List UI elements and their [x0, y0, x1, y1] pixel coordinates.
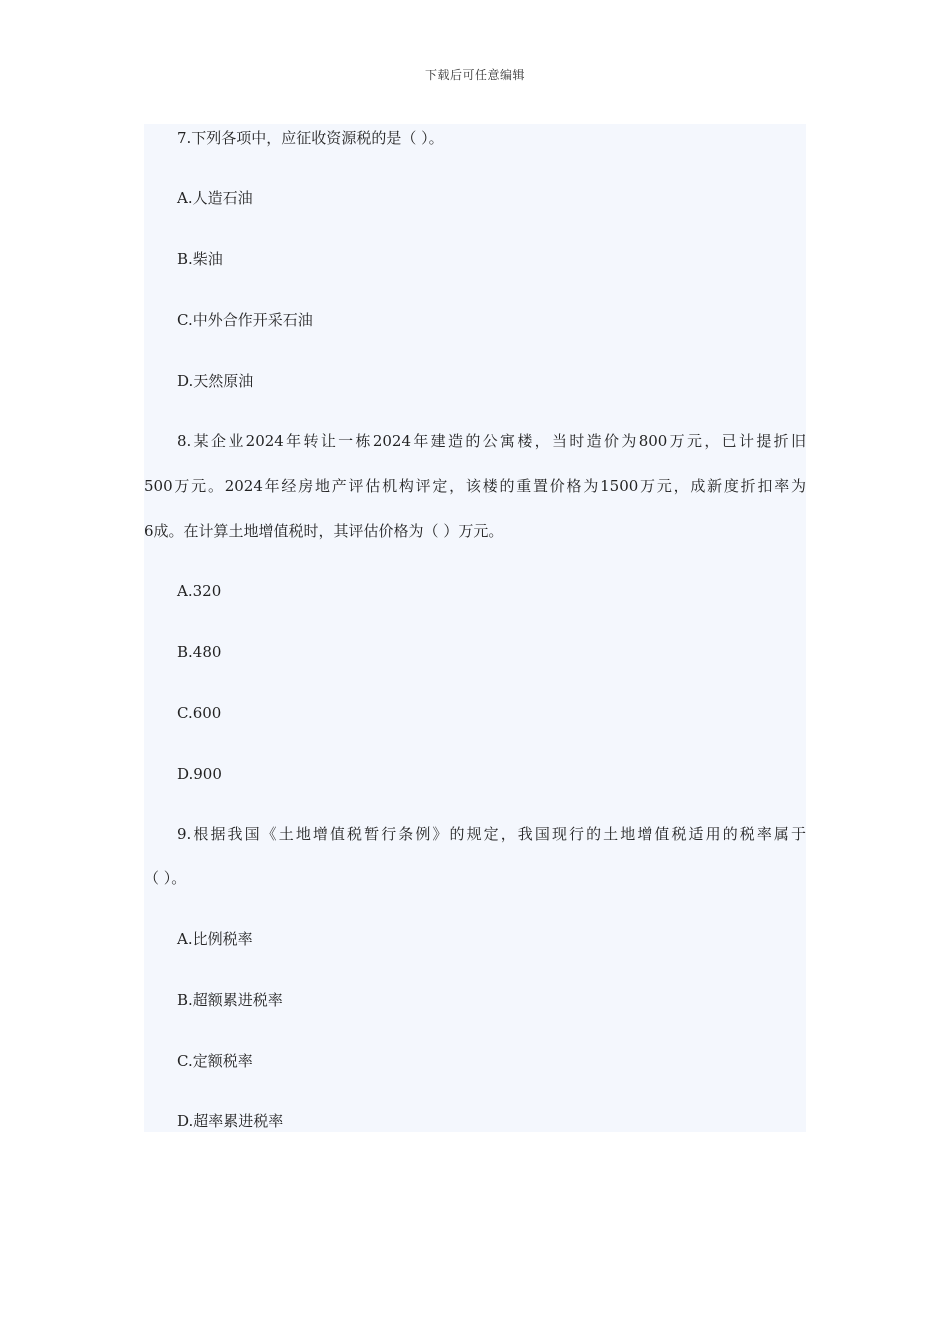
- question-8-stem-line-3: 6成。在计算土地增值税时，其评估价格为（ ）万元。: [144, 522, 504, 540]
- question-7-option-a: A.人造石油: [177, 189, 253, 207]
- question-8-option-a: A.320: [177, 582, 222, 600]
- question-9-stem-line-2: （ ）。: [144, 869, 187, 887]
- question-9-option-a: A.比例税率: [177, 930, 253, 948]
- question-7-stem: 7.下列各项中，应征收资源税的是（ ）。: [177, 129, 444, 147]
- page-header: 下载后可任意编辑: [424, 68, 525, 82]
- question-8-option-b: B.480: [177, 643, 222, 661]
- question-8-option-c: C.600: [177, 704, 222, 722]
- question-9-option-c: C.定额税率: [177, 1052, 253, 1070]
- question-7-option-b: B.柴油: [177, 250, 223, 268]
- question-7-option-d: D.天然原油: [177, 372, 254, 390]
- question-block: [144, 124, 806, 1132]
- question-9-option-b: B.超额累进税率: [177, 991, 283, 1009]
- question-9-stem-line-1: 9.根据我国《土地增值税暂行条例》的规定，我国现行的土地增值税适用的税率属于: [177, 825, 806, 843]
- question-8-stem-line-2: 500万元。2024年经房地产评估机构评定，该楼的重置价格为1500万元，成新度折扣率为: [144, 477, 806, 495]
- question-8-stem-line-1: 8.某企业2024年转让一栋2024年建造的公寓楼，当时造价为800万元，已计提折旧: [177, 432, 806, 450]
- question-9-option-d: D.超率累进税率: [177, 1112, 284, 1130]
- question-8-option-d: D.900: [177, 765, 222, 783]
- question-7-option-c: C.中外合作开采石油: [177, 311, 313, 329]
